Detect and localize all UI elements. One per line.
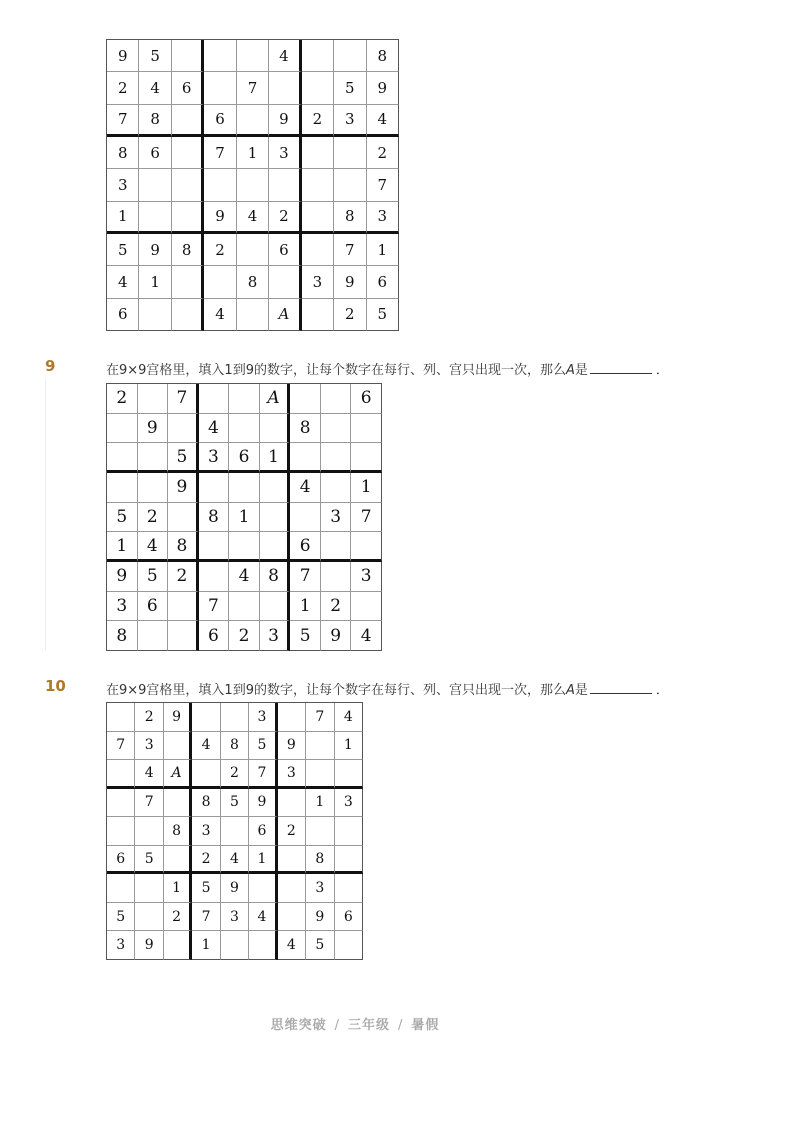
sudoku-cell-given: 5 xyxy=(334,72,366,104)
sudoku-cell-empty[interactable] xyxy=(278,703,306,732)
sudoku-cell-empty[interactable] xyxy=(351,592,382,622)
sudoku-cell-given: 2 xyxy=(135,703,163,732)
sudoku-cell-given: 7 xyxy=(168,384,199,414)
sudoku-cell-empty[interactable] xyxy=(237,169,269,201)
sudoku-cell-empty[interactable] xyxy=(229,384,260,414)
sudoku-cell-given: 5 xyxy=(135,846,163,875)
sudoku-cell-given: 1 xyxy=(139,266,171,298)
sudoku-cell-empty[interactable] xyxy=(237,40,269,72)
sudoku-cell-empty[interactable] xyxy=(164,789,192,818)
sudoku-cell-empty[interactable] xyxy=(135,874,163,903)
sudoku-cell-given: 2 xyxy=(221,760,249,789)
sudoku-cell-given: 2 xyxy=(269,202,301,234)
sudoku-cell-given: 5 xyxy=(221,789,249,818)
sudoku-cell-empty[interactable] xyxy=(334,40,366,72)
sudoku-cell-given: 3 xyxy=(278,760,306,789)
sudoku-cell-empty[interactable] xyxy=(138,443,169,473)
sudoku-cell-given: 6 xyxy=(229,443,260,473)
sudoku-grid-3 xyxy=(106,702,363,960)
sudoku-cell-empty[interactable] xyxy=(229,532,260,562)
sudoku-cell-given: 9 xyxy=(278,732,306,761)
sudoku-cell-given: 8 xyxy=(290,414,321,444)
sudoku-cell-given: 4 xyxy=(367,105,399,137)
sudoku-cell-given: 1 xyxy=(290,592,321,622)
sudoku-cell-empty[interactable] xyxy=(172,202,204,234)
sudoku-cell-given: 6 xyxy=(139,137,171,169)
sudoku-cell-given: 5 xyxy=(107,503,138,533)
sudoku-cell-empty[interactable] xyxy=(229,473,260,503)
sudoku-cell-given: 5 xyxy=(249,732,277,761)
sudoku-cell-empty[interactable] xyxy=(306,732,334,761)
sudoku-cell-given: 8 xyxy=(172,234,204,266)
sudoku-cell-empty[interactable] xyxy=(302,72,334,104)
sudoku-cell-empty[interactable] xyxy=(302,40,334,72)
sudoku-cell-given: 7 xyxy=(249,760,277,789)
sudoku-cell-empty[interactable] xyxy=(107,473,138,503)
sudoku-cell-given: 3 xyxy=(351,562,382,592)
sudoku-cell-given: 2 xyxy=(278,817,306,846)
sudoku-cell-given: 6 xyxy=(107,299,139,331)
sudoku-cell-given: 3 xyxy=(260,621,291,651)
sudoku-cell-empty[interactable] xyxy=(139,169,171,201)
sudoku-cell-given: 6 xyxy=(249,817,277,846)
sudoku-cell-given: 9 xyxy=(269,105,301,137)
sudoku-cell-given: 2 xyxy=(367,137,399,169)
footer-grade: 三年级 xyxy=(347,1018,390,1033)
sudoku-cell-given: 9 xyxy=(204,202,236,234)
sudoku-cell-empty[interactable] xyxy=(199,473,230,503)
sudoku-cell-given: 7 xyxy=(107,732,135,761)
sudoku-cell-empty[interactable] xyxy=(107,414,138,444)
sudoku-cell-empty[interactable] xyxy=(237,234,269,266)
sudoku-cell-unknown: A xyxy=(260,384,291,414)
sudoku-cell-given: 3 xyxy=(306,874,334,903)
question-text-9 xyxy=(106,359,669,378)
sudoku-cell-given: 5 xyxy=(192,874,220,903)
sudoku-cell-given: 4 xyxy=(229,562,260,592)
sudoku-cell-empty[interactable] xyxy=(172,40,204,72)
sudoku-cell-given: 9 xyxy=(334,266,366,298)
sudoku-cell-empty[interactable] xyxy=(278,789,306,818)
sudoku-cell-empty[interactable] xyxy=(335,874,363,903)
sudoku-cell-given: 5 xyxy=(290,621,321,651)
sudoku-cell-empty[interactable] xyxy=(107,703,135,732)
page-footer xyxy=(0,1014,710,1033)
sudoku-cell-given: 4 xyxy=(221,846,249,875)
question-text-10 xyxy=(106,679,669,698)
sudoku-cell-given: 1 xyxy=(351,473,382,503)
sudoku-cell-given: 8 xyxy=(107,621,138,651)
sudoku-cell-given: 8 xyxy=(107,137,139,169)
sudoku-cell-given: 5 xyxy=(367,299,399,331)
sudoku-cell-given: 3 xyxy=(107,931,135,960)
sudoku-cell-given: 7 xyxy=(135,789,163,818)
sudoku-cell-given: 7 xyxy=(334,234,366,266)
sudoku-cell-given: 7 xyxy=(192,903,220,932)
sudoku-cell-empty[interactable] xyxy=(221,817,249,846)
sudoku-cell-given: 4 xyxy=(139,72,171,104)
sudoku-cell-empty[interactable] xyxy=(335,817,363,846)
answer-blank[interactable] xyxy=(590,681,652,694)
sudoku-cell-given: 9 xyxy=(135,931,163,960)
sudoku-cell-given: 1 xyxy=(229,503,260,533)
sudoku-cell-empty[interactable] xyxy=(168,414,199,444)
sudoku-cell-empty[interactable] xyxy=(199,532,230,562)
sudoku-cell-given: 4 xyxy=(192,732,220,761)
sudoku-cell-empty[interactable] xyxy=(204,40,236,72)
sudoku-cell-empty[interactable] xyxy=(249,931,277,960)
sudoku-cell-given: 3 xyxy=(269,137,301,169)
sudoku-cell-given: 5 xyxy=(138,562,169,592)
sudoku-cell-given: 4 xyxy=(204,299,236,331)
sudoku-cell-given: 2 xyxy=(107,384,138,414)
sudoku-cell-given: 3 xyxy=(107,169,139,201)
sudoku-cell-given: 7 xyxy=(107,105,139,137)
sudoku-cell-empty[interactable] xyxy=(335,931,363,960)
footer-series: 思维突破 xyxy=(270,1018,327,1033)
sudoku-cell-empty[interactable] xyxy=(204,169,236,201)
sudoku-cell-given: 8 xyxy=(164,817,192,846)
sudoku-cell-given: 2 xyxy=(192,846,220,875)
sudoku-cell-given: 4 xyxy=(290,473,321,503)
question-prompt: 在9×9宫格里，填入1到9的数字，让每个数字在每行、列、宫只出现一次，那么 xyxy=(106,683,566,698)
sudoku-cell-empty[interactable] xyxy=(351,532,382,562)
sudoku-cell-given: 9 xyxy=(321,621,352,651)
sudoku-cell-empty[interactable] xyxy=(260,592,291,622)
sudoku-cell-given: 7 xyxy=(306,703,334,732)
sudoku-cell-empty[interactable] xyxy=(168,592,199,622)
variable-a: A xyxy=(565,683,575,698)
sudoku-cell-given: 9 xyxy=(221,874,249,903)
sudoku-cell-given: 6 xyxy=(351,384,382,414)
sudoku-cell-given: 9 xyxy=(139,234,171,266)
sudoku-cell-empty[interactable] xyxy=(221,931,249,960)
sudoku-cell-empty[interactable] xyxy=(107,817,135,846)
sudoku-cell-given: 1 xyxy=(249,846,277,875)
sudoku-cell-empty[interactable] xyxy=(172,169,204,201)
question-number-9: 9 xyxy=(45,357,56,375)
sudoku-cell-given: 6 xyxy=(199,621,230,651)
question-divider xyxy=(45,378,46,651)
sudoku-cell-given: 1 xyxy=(192,931,220,960)
sudoku-cell-empty[interactable] xyxy=(107,443,138,473)
sudoku-cell-empty[interactable] xyxy=(290,443,321,473)
sudoku-cell-empty[interactable] xyxy=(172,266,204,298)
sudoku-cell-empty[interactable] xyxy=(135,817,163,846)
footer-separator: / xyxy=(398,1018,404,1033)
sudoku-cell-given: 4 xyxy=(335,703,363,732)
sudoku-cell-given: 7 xyxy=(204,137,236,169)
sudoku-cell-given: 1 xyxy=(306,789,334,818)
sudoku-cell-given: 2 xyxy=(302,105,334,137)
sudoku-cell-unknown: A xyxy=(269,299,301,331)
sudoku-cell-given: 6 xyxy=(290,532,321,562)
sudoku-cell-given: 6 xyxy=(138,592,169,622)
sudoku-cell-given: 1 xyxy=(237,137,269,169)
sudoku-cell-given: 3 xyxy=(192,817,220,846)
end-mark: ． xyxy=(655,363,669,378)
sudoku-cell-empty[interactable] xyxy=(221,703,249,732)
sudoku-cell-given: 3 xyxy=(335,789,363,818)
sudoku-cell-empty[interactable] xyxy=(302,234,334,266)
footer-term: 暑假 xyxy=(411,1018,440,1033)
sudoku-cell-given: 9 xyxy=(168,473,199,503)
sudoku-cell-given: 4 xyxy=(269,40,301,72)
variable-a: A xyxy=(565,363,575,378)
sudoku-cell-empty[interactable] xyxy=(302,299,334,331)
sudoku-cell-given: 1 xyxy=(107,532,138,562)
sudoku-cell-empty[interactable] xyxy=(260,473,291,503)
sudoku-cell-given: 2 xyxy=(334,299,366,331)
sudoku-cell-empty[interactable] xyxy=(302,169,334,201)
answer-blank[interactable] xyxy=(590,361,652,374)
sudoku-cell-given: 3 xyxy=(107,592,138,622)
sudoku-cell-given: 2 xyxy=(168,562,199,592)
sudoku-cell-given: 7 xyxy=(367,169,399,201)
sudoku-cell-empty[interactable] xyxy=(290,503,321,533)
sudoku-cell-empty[interactable] xyxy=(302,137,334,169)
sudoku-cell-empty[interactable] xyxy=(269,266,301,298)
sudoku-cell-given: 8 xyxy=(306,846,334,875)
sudoku-cell-given: 6 xyxy=(269,234,301,266)
sudoku-cell-given: 7 xyxy=(351,503,382,533)
sudoku-cell-empty[interactable] xyxy=(302,202,334,234)
sudoku-cell-given: 4 xyxy=(351,621,382,651)
sudoku-cell-given: 3 xyxy=(221,903,249,932)
sudoku-cell-given: 1 xyxy=(260,443,291,473)
sudoku-cell-empty[interactable] xyxy=(321,532,352,562)
sudoku-cell-given: 5 xyxy=(107,903,135,932)
sudoku-cell-empty[interactable] xyxy=(204,266,236,298)
sudoku-cell-empty[interactable] xyxy=(334,137,366,169)
sudoku-cell-given: 8 xyxy=(168,532,199,562)
sudoku-cell-empty[interactable] xyxy=(204,72,236,104)
sudoku-cell-empty[interactable] xyxy=(199,384,230,414)
sudoku-cell-given: 3 xyxy=(249,703,277,732)
sudoku-cell-empty[interactable] xyxy=(269,72,301,104)
sudoku-cell-empty[interactable] xyxy=(164,846,192,875)
sudoku-cell-empty[interactable] xyxy=(321,443,352,473)
sudoku-cell-given: 4 xyxy=(237,202,269,234)
sudoku-cell-given: 1 xyxy=(107,202,139,234)
sudoku-cell-empty[interactable] xyxy=(321,562,352,592)
question-prompt-suffix: 是 xyxy=(574,363,588,378)
sudoku-cell-given: 8 xyxy=(260,562,291,592)
sudoku-cell-given: 2 xyxy=(321,592,352,622)
sudoku-cell-given: 9 xyxy=(138,414,169,444)
sudoku-cell-empty[interactable] xyxy=(229,592,260,622)
sudoku-cell-empty[interactable] xyxy=(290,384,321,414)
sudoku-cell-given: 1 xyxy=(367,234,399,266)
sudoku-cell-given: 7 xyxy=(199,592,230,622)
end-mark: ． xyxy=(655,683,669,698)
sudoku-cell-given: 8 xyxy=(334,202,366,234)
sudoku-cell-given: 6 xyxy=(204,105,236,137)
sudoku-cell-given: 5 xyxy=(168,443,199,473)
sudoku-cell-empty[interactable] xyxy=(138,473,169,503)
sudoku-cell-empty[interactable] xyxy=(237,299,269,331)
sudoku-cell-given: 8 xyxy=(199,503,230,533)
sudoku-cell-empty[interactable] xyxy=(229,414,260,444)
sudoku-cell-empty[interactable] xyxy=(107,760,135,789)
sudoku-cell-empty[interactable] xyxy=(139,299,171,331)
sudoku-cell-empty[interactable] xyxy=(164,732,192,761)
sudoku-cell-empty[interactable] xyxy=(278,903,306,932)
sudoku-cell-given: 4 xyxy=(199,414,230,444)
question-prompt: 在9×9宫格里，填入1到9的数字，让每个数字在每行、列、宫只出现一次，那么 xyxy=(106,363,566,378)
sudoku-cell-given: 8 xyxy=(221,732,249,761)
sudoku-cell-given: 2 xyxy=(164,903,192,932)
sudoku-cell-empty[interactable] xyxy=(172,299,204,331)
sudoku-cell-given: 9 xyxy=(367,72,399,104)
sudoku-cell-given: 4 xyxy=(107,266,139,298)
sudoku-cell-given: 6 xyxy=(367,266,399,298)
sudoku-cell-empty[interactable] xyxy=(168,503,199,533)
sudoku-cell-given: 3 xyxy=(199,443,230,473)
footer-separator: / xyxy=(334,1018,340,1033)
sudoku-cell-empty[interactable] xyxy=(135,903,163,932)
sudoku-cell-given: 2 xyxy=(229,621,260,651)
sudoku-cell-empty[interactable] xyxy=(335,760,363,789)
sudoku-grid-2 xyxy=(106,383,382,651)
sudoku-cell-given: 6 xyxy=(335,903,363,932)
sudoku-cell-unknown: A xyxy=(164,760,192,789)
sudoku-cell-given: 9 xyxy=(249,789,277,818)
sudoku-cell-empty[interactable] xyxy=(321,473,352,503)
sudoku-cell-empty[interactable] xyxy=(199,562,230,592)
sudoku-cell-empty[interactable] xyxy=(192,703,220,732)
sudoku-cell-given: 4 xyxy=(138,532,169,562)
sudoku-cell-given: 1 xyxy=(164,874,192,903)
sudoku-cell-empty[interactable] xyxy=(249,874,277,903)
sudoku-cell-given: 3 xyxy=(321,503,352,533)
sudoku-cell-given: 4 xyxy=(135,760,163,789)
sudoku-cell-empty[interactable] xyxy=(269,169,301,201)
sudoku-cell-empty[interactable] xyxy=(321,414,352,444)
sudoku-cell-empty[interactable] xyxy=(139,202,171,234)
sudoku-cell-empty[interactable] xyxy=(306,760,334,789)
sudoku-cell-given: 3 xyxy=(334,105,366,137)
sudoku-cell-empty[interactable] xyxy=(172,137,204,169)
sudoku-cell-given: 8 xyxy=(139,105,171,137)
sudoku-cell-empty[interactable] xyxy=(321,384,352,414)
sudoku-cell-empty[interactable] xyxy=(138,384,169,414)
sudoku-cell-empty[interactable] xyxy=(164,931,192,960)
sudoku-cell-given: 9 xyxy=(107,40,139,72)
sudoku-cell-given: 6 xyxy=(172,72,204,104)
sudoku-cell-empty[interactable] xyxy=(334,169,366,201)
sudoku-cell-given: 3 xyxy=(367,202,399,234)
question-number-10: 10 xyxy=(45,677,66,695)
sudoku-cell-given: 4 xyxy=(278,931,306,960)
sudoku-cell-empty[interactable] xyxy=(335,846,363,875)
sudoku-cell-given: 8 xyxy=(237,266,269,298)
sudoku-cell-given: 5 xyxy=(139,40,171,72)
sudoku-cell-given: 2 xyxy=(107,72,139,104)
sudoku-cell-given: 5 xyxy=(306,931,334,960)
sudoku-cell-given: 4 xyxy=(249,903,277,932)
sudoku-cell-given: 9 xyxy=(306,903,334,932)
sudoku-cell-empty[interactable] xyxy=(237,105,269,137)
sudoku-cell-given: 9 xyxy=(164,703,192,732)
sudoku-cell-empty[interactable] xyxy=(260,503,291,533)
sudoku-cell-given: 3 xyxy=(302,266,334,298)
sudoku-cell-empty[interactable] xyxy=(192,760,220,789)
sudoku-cell-given: 8 xyxy=(192,789,220,818)
sudoku-grid-1 xyxy=(106,39,399,331)
sudoku-cell-empty[interactable] xyxy=(107,789,135,818)
sudoku-cell-empty[interactable] xyxy=(351,443,382,473)
sudoku-cell-given: 2 xyxy=(204,234,236,266)
sudoku-cell-empty[interactable] xyxy=(168,621,199,651)
sudoku-cell-empty[interactable] xyxy=(107,874,135,903)
sudoku-cell-given: 5 xyxy=(107,234,139,266)
sudoku-cell-given: 7 xyxy=(290,562,321,592)
sudoku-cell-given: 8 xyxy=(367,40,399,72)
sudoku-cell-empty[interactable] xyxy=(260,414,291,444)
sudoku-cell-given: 7 xyxy=(237,72,269,104)
sudoku-cell-empty[interactable] xyxy=(351,414,382,444)
sudoku-cell-given: 1 xyxy=(335,732,363,761)
sudoku-cell-empty[interactable] xyxy=(172,105,204,137)
question-prompt-suffix: 是 xyxy=(574,683,588,698)
sudoku-cell-empty[interactable] xyxy=(306,817,334,846)
sudoku-cell-given: 6 xyxy=(107,846,135,875)
sudoku-cell-empty[interactable] xyxy=(278,874,306,903)
sudoku-cell-empty[interactable] xyxy=(260,532,291,562)
sudoku-cell-given: 2 xyxy=(138,503,169,533)
sudoku-cell-given: 9 xyxy=(107,562,138,592)
sudoku-cell-given: 3 xyxy=(135,732,163,761)
sudoku-cell-empty[interactable] xyxy=(278,846,306,875)
sudoku-cell-empty[interactable] xyxy=(138,621,169,651)
